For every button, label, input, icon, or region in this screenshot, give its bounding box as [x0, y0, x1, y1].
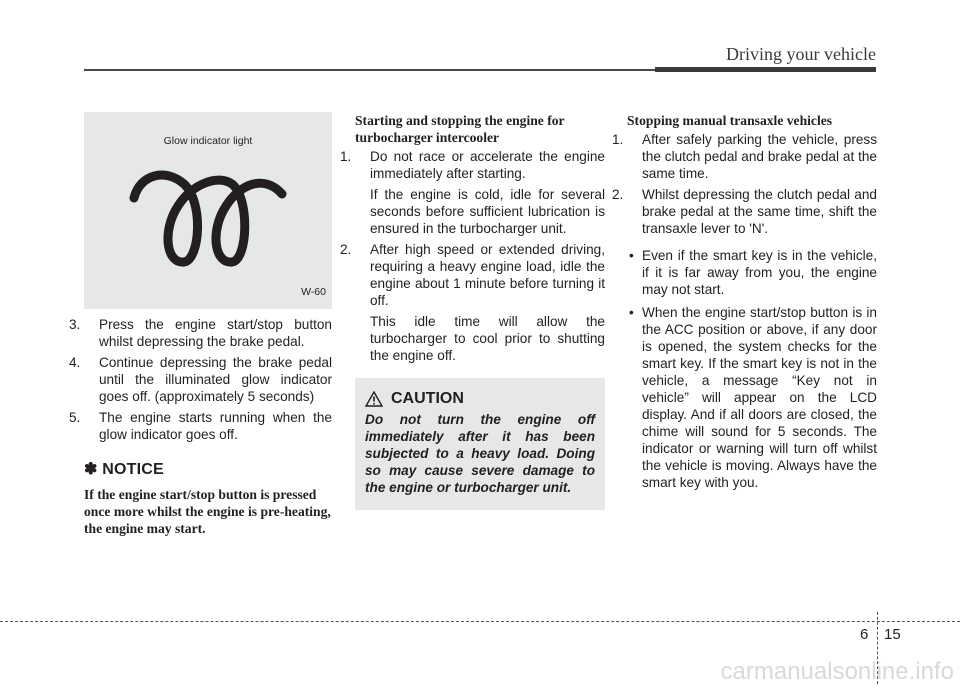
figure-code: W-60: [301, 286, 326, 298]
watermark: carmanualsonline.info: [720, 658, 954, 685]
notice-body: If the engine start/stop button is pressed once more whilst the engine is pre-heating, the engine may start.: [84, 487, 331, 536]
caution-box: [355, 378, 605, 510]
footer-rule: [0, 621, 960, 622]
list-item: 2. After high speed or extended driving, requiring a heavy engine load, idle the engine about 1 minute before turning it off.: [340, 242, 605, 308]
figure-caption: Glow indicator light: [163, 135, 253, 147]
glow-plug-coil-icon: [126, 160, 290, 270]
list-item: 1. Do not race or accelerate the engine immediately after starting.: [340, 149, 605, 181]
smart-key-bullets: [627, 247, 877, 491]
page-header-title: Driving your vehicle: [726, 44, 876, 64]
warning-triangle-icon: [365, 391, 383, 407]
list-item: 5. The engine starts running when the glow indicator goes off.: [69, 410, 332, 442]
turbo-steps-list: [340, 148, 605, 364]
list-item: • When the engine start/stop button is in the ACC position or above, if any door is opened, the system checks for the smart key. If the smart key is not in the vehicle, a message “Key not in vehicle” will appear on the LCD display. And if all doors are closed, the chime will sound for 5 seconds. The indicator or warning will turn off whilst the vehicle is moving. Always have the smart key with you.: [627, 304, 877, 491]
list-item-sub: This idle time will allow the turbocharger to cool prior to shutting the engine off.: [370, 314, 605, 363]
chapter-number: 6: [860, 626, 869, 643]
list-item: 1. After safely parking the vehicle, press the clutch pedal and brake pedal at the same time.: [612, 132, 877, 181]
manual-stop-heading: Stopping manual transaxle vehicles: [627, 113, 833, 128]
start-steps-list: [69, 316, 332, 443]
notice-title: ✽ NOTICE: [84, 461, 164, 478]
column-middle: [340, 112, 605, 510]
turbo-section-heading: Starting and stopping the engine for turbocharger intercooler: [355, 113, 565, 145]
column-left: [69, 112, 332, 537]
page-number: 15: [884, 626, 901, 643]
list-item: • Even if the smart key is in the vehicle, if it is far away from you, the engine may not start.: [627, 247, 877, 298]
list-item: 3. Press the engine start/stop button whilst depressing the brake pedal.: [69, 317, 332, 349]
column-right: [612, 112, 877, 497]
header-rule-thick: [655, 67, 876, 72]
list-item-sub: If the engine is cold, idle for several seconds before sufficient lubrication is ensured in the turbocharger unit.: [370, 187, 605, 236]
caution-title: CAUTION: [391, 390, 464, 407]
header-rule-thin: [84, 69, 694, 71]
manual-stop-steps: [612, 131, 877, 237]
list-item: 4. Continue depressing the brake pedal until the illuminated glow indicator goes off. (approximately 5 seconds): [69, 355, 332, 404]
caution-body: Do not turn the engine off immediately after it has been subjected to a heavy load. Doing so may cause severe damage to the engine or turbocharger unit.: [365, 412, 595, 495]
glow-indicator-figure: [84, 112, 332, 309]
list-item: 2. Whilst depressing the clutch pedal and brake pedal at the same time, shift the transaxle lever to 'N'.: [612, 187, 877, 236]
